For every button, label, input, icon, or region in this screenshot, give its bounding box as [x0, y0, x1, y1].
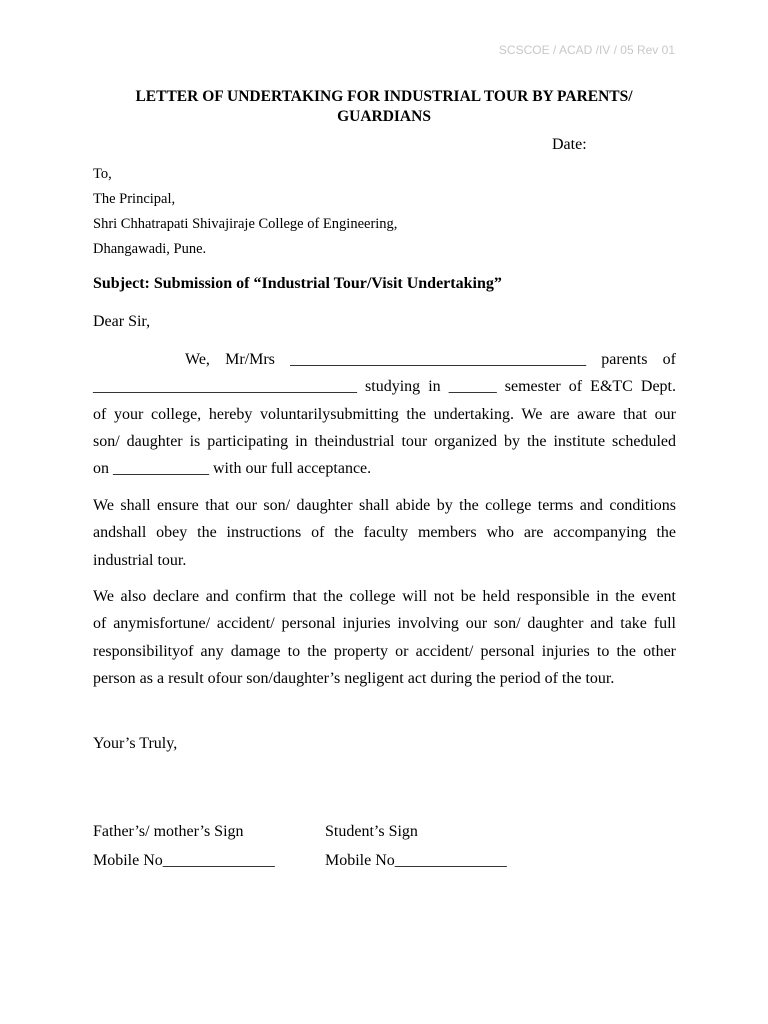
student-sign-label: Student’s Sign [325, 823, 418, 840]
paragraph-line: person as a result ofour son/daughter’s negligent act during the period of the tour. [93, 669, 615, 687]
date-label: Date: [552, 136, 587, 153]
paragraph-line: We also declare and confirm that the college will not be held responsible in the event [93, 588, 676, 605]
closing-line: Your’s Truly, [93, 735, 178, 752]
paragraph-undertaking [93, 346, 676, 482]
paragraph-conduct [93, 492, 676, 574]
paragraph-line: andshall obey the instructions of the faculty members who are accompanying the [93, 524, 676, 542]
address-recipient: The Principal, [93, 191, 176, 207]
paragraph-line: We shall ensure that our son/ daughter shall abide by the college terms and conditions [93, 497, 676, 514]
paragraph-line: We, Mr/Mrs _____________________________________ parents of [185, 351, 676, 368]
paragraph-liability [93, 583, 676, 692]
paragraph-line: on ____________ with our full acceptance. [93, 460, 372, 478]
parent-sign-label: Father’s/ mother’s Sign [93, 823, 244, 840]
address-city: Dhangawadi, Pune. [93, 241, 207, 257]
student-mobile-field: Mobile No______________ [325, 852, 507, 869]
paragraph-line: son/ daughter is participating in theindustrial tour organized by the institute scheduled [93, 432, 676, 450]
paragraph-line: _________________________________ studying in ______ semester of E&TC Dept. [93, 378, 676, 396]
paragraph-line: of anymisfortune/ accident/ personal injuries involving our son/ daughter and take full [93, 615, 676, 633]
paragraph-line: responsibilityof any damage to the property or accident/ personal injuries to the other [93, 642, 676, 660]
address-to: To, [93, 166, 112, 182]
salutation: Dear Sir, [93, 313, 151, 330]
document-code: SCSCOE / ACAD /IV / 05 Rev 01 [498, 43, 675, 57]
paragraph-line: of your college, hereby voluntarilysubmitting the undertaking. We are aware that our [93, 405, 676, 423]
parent-mobile-field: Mobile No______________ [93, 852, 275, 869]
letter-title: LETTER OF UNDERTAKING FOR INDUSTRIAL TOUR BY PARENTS/ GUARDIANS [135, 88, 633, 125]
address-college: Shri Chhatrapati Shivajiraje College of Engineering, [93, 216, 398, 232]
paragraph-line: industrial tour. [93, 551, 187, 569]
subject-line: Subject: Submission of “Industrial Tour/Visit Undertaking” [93, 275, 502, 292]
